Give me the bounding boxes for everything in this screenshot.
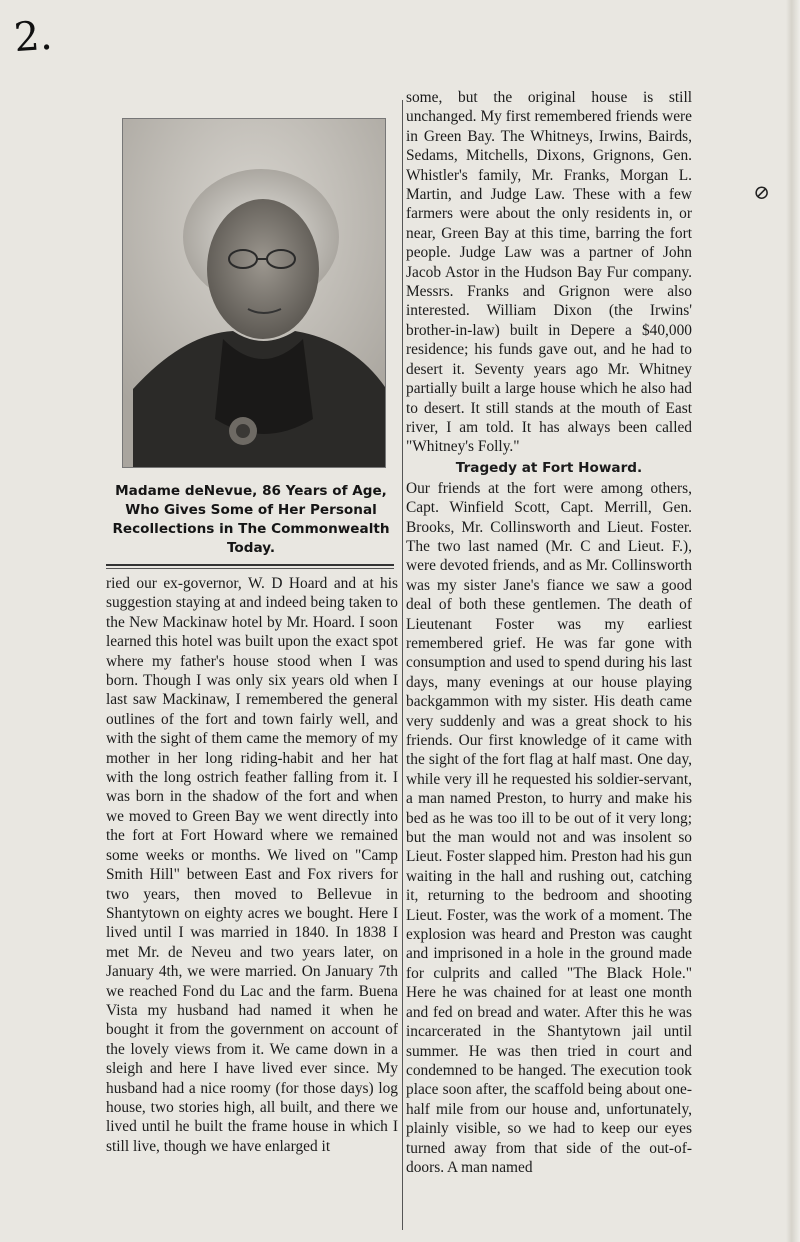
portrait-photo (122, 118, 386, 468)
section-subheading: Tragedy at Fort Howard. (455, 459, 643, 476)
left-column (106, 112, 396, 1227)
edge-mark: ⊘ (753, 182, 770, 204)
portrait-image (123, 119, 385, 467)
page-edge (786, 0, 800, 1242)
right-column-text-1: some, but the original house is still unchanged. My first remembered friends were in Green Bay. The Whitneys, Irwins, Bairds, Sedams, Mitchells, Dixons, Grignons, Gen. Whistler's family, Mr. Franks, Morgan L. Martin, and Judge Law. These with a few farmers were about the only residents in, or near, Green Bay at this time, barring the fort people. Judge Law was a partner of John Jacob Astor in the Hudson Bay Fur company. Messrs. Franks and Grignon were also interested. William Dixon (the Irwins' brother-in-law) built in Depere a $40,000 residence; his funds gave out, and he had to desert it. Seventy years ago Mr. Whitney partially built a large house which he also had to desert. It still stands at the mouth of East river, I am told. It has always been called "Whitney's Folly." (406, 89, 692, 456)
left-column-text: ried our ex-governor, W. D Hoard and at his suggestion staying at and indeed being taken to the New Mackinaw hotel by Mr. Hoard. I soon learned this hotel was built upon the exact spot where my father's house stood when I was born. Though I was only six years old when I last saw Mackinaw, I remembered the general outlines of the fort and town fairly well, and with the sight of them came the memory of my mother in her long riding-habit and her hat with the long ostrich feather falling from it. I was born in the shadow of the fort and when we moved to Green Bay we went directly into the fort at Fort Howard where we remained some weeks or months. We lived on "Camp Smith Hill" between East and Fox rivers for two years, then moved to Bellevue in Shantytown on eighty acres we bought. Here I lived until I was married in 1840. In 1838 I met Mr. de Neveu and two years later, on January 4th, we were married. On January 7th we reached Fond du Lac and the farm. Buena Vista my husband had named it when he bought it from the government on account of the lovely views from it. We came down in a sleigh and here I have lived ever since. My husband had a nice roomy (for those days) log house, two stories high, all built, and there we lived until he built the frame house in which I still live, though we have enlarged it (106, 575, 398, 1155)
right-column (406, 88, 692, 1233)
photo-caption: Madame deNevue, 86 Years of Age, Who Gives Some of Her Personal Recollections in The Commonwealth Today. (112, 483, 390, 556)
caption-rule (106, 564, 394, 566)
caption-rule-thin (106, 568, 394, 569)
right-column-text-2: Our friends at the fort were among others, Capt. Winfield Scott, Capt. Merrill, Gen. Brooks, Mr. Collinsworth and Lieut. Foster. The two last named (Mr. C and Lieut. F.), were devoted friends, and as Mr. Collinsworth was my sister Jane's fiance we saw a good deal of both these gentlemen. The death of Lieutenant Foster was my earliest remembered grief. He was far gone with consumption and used to spend during his last days, many evenings at our house playing backgammon with my sister. His death came very suddenly and was a great shock to his friends. Our first knowledge of it came with the sight of the fort flag at half mast. One day, while very ill he requested his soldier-servant, a man named Preston, to hurry and make his bed as he was too ill to be out of it very long; but the man would not and was insolent so Lieut. Foster slapped him. Preston had his gun waiting in the hall and rushing out, catching it, returning to the bedroom and shooting Lieut. Foster, was the work of a moment. The explosion was heard and Preston was caught and imprisoned in a hole in the ground made for culprits and called "The Black Hole." Here he was chained for at least one month and fed on bread and water. After this he was incarcerated in the Shantytown jail until summer. He was then tried in court and condemned to be hanged. The execution took place soon after, the scaffold being about one-half mile from our house and, unfortunately, plainly visible, so we had to keep our eyes turned away from that side of the out-of-doors. A man named (406, 479, 692, 1176)
column-divider (402, 100, 403, 1230)
page-number-mark: 2. (12, 12, 54, 62)
